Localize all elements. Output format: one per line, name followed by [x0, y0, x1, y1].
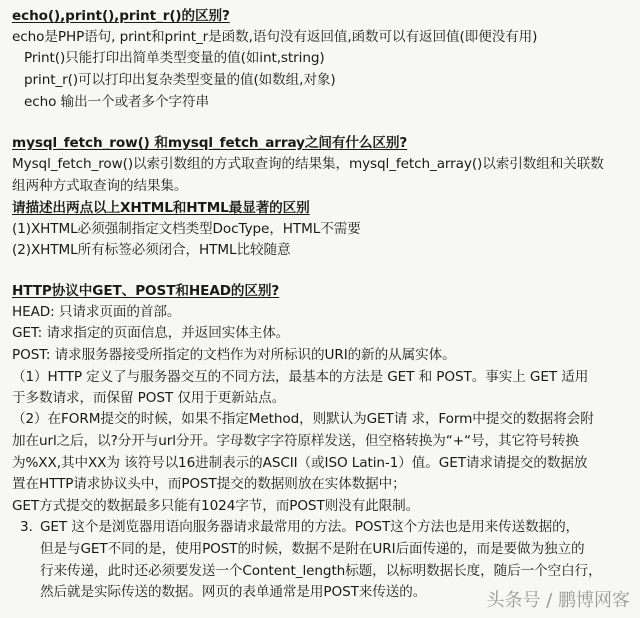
heading-mysql-fetch: mysql_fetch_row() 和mysql_fetch_array之间有什么区别?	[12, 135, 408, 151]
text-line: HEAD: 只请求页面的首部。	[12, 304, 181, 320]
text-line: GET方式提交的数据最多只能有1024字节，而POST则没有此限制。	[12, 498, 420, 514]
text-line: print_r()可以打印出复杂类型变量的值(如数组,对象)	[24, 72, 336, 88]
text-line: 组两种方式取查询的结果集。	[12, 178, 188, 194]
text-line: Print()只能打印出简单类型变量的值(如int,string)	[24, 50, 325, 66]
text-line: （1）HTTP 定义了与服务器交互的不同方法，最基本的方法是 GET 和 POST。事实上 GET 适用	[12, 369, 589, 385]
watermark: 头条号 / 鹏博网客	[486, 590, 630, 611]
text-line: GET 这个是浏览器用语向服务器请求最常用的方法。POST这个方法也是用来传送数据的，	[40, 519, 580, 535]
text-line: POST: 请求服务器接受所指定的文档作为对所标识的URI的新的从属实体。	[12, 347, 456, 363]
heading-xhtml-html: 请描述出两点以上XHTML和HTML最显著的区别	[12, 200, 310, 216]
text-line: 行来传递，此时还必须要发送一个Content_length标题，以标明数据长度，随后一个空白行，	[40, 563, 602, 579]
text-line: （2）在FORM提交的时候，如果不指定Method，则默认为GET请 求，Form中提交的数据将会附	[12, 411, 594, 427]
text-line: 于多数请求，而保留 POST 仅用于更新站点。	[12, 390, 286, 406]
text-line: 然后就是实际传送的数据。网页的表单通常是用POST来传送的。	[40, 584, 427, 600]
heading-echo-print: echo(),print(),print_r()的区别?	[12, 8, 230, 24]
text-line: (2)XHTML所有标签必须闭合，HTML比较随意	[12, 242, 291, 258]
text-line: 为%XX,其中XX为 该符号以16进制表示的ASCII（或ISO Latin-1）值。GET请求请提交的数据放	[12, 455, 588, 471]
text-line: 加在url之后，以?分开与url分开。字母数字字符原样发送，但空格转换为“+“号，其它符号转换	[12, 433, 579, 449]
text-line: 但是与GET不同的是，使用POST的时候，数据不是附在URI后面传递的，而是要做为独立的	[40, 541, 585, 557]
list-number: 3.	[20, 519, 33, 535]
text-line: Mysql_fetch_row()以索引数组的方式取查询的结果集，mysql_fetch_array()以索引数组和关联数	[12, 156, 604, 172]
heading-http-methods: HTTP协议中GET、POST和HEAD的区别?	[12, 283, 280, 299]
text-line: echo 输出一个或者多个字符串	[24, 94, 210, 110]
text-line: echo是PHP语句, print和print_r是函数,语句没有返回值,函数可以有返回值(即便没有用)	[12, 29, 538, 45]
text-line: (1)XHTML必须强制指定文档类型DocType，HTML不需要	[12, 221, 361, 237]
text-line: GET: 请求指定的页面信息，并返回实体主体。	[12, 325, 290, 341]
text-line: 置在HTTP请求协议头中，而POST提交的数据则放在实体数据中；	[12, 476, 406, 492]
